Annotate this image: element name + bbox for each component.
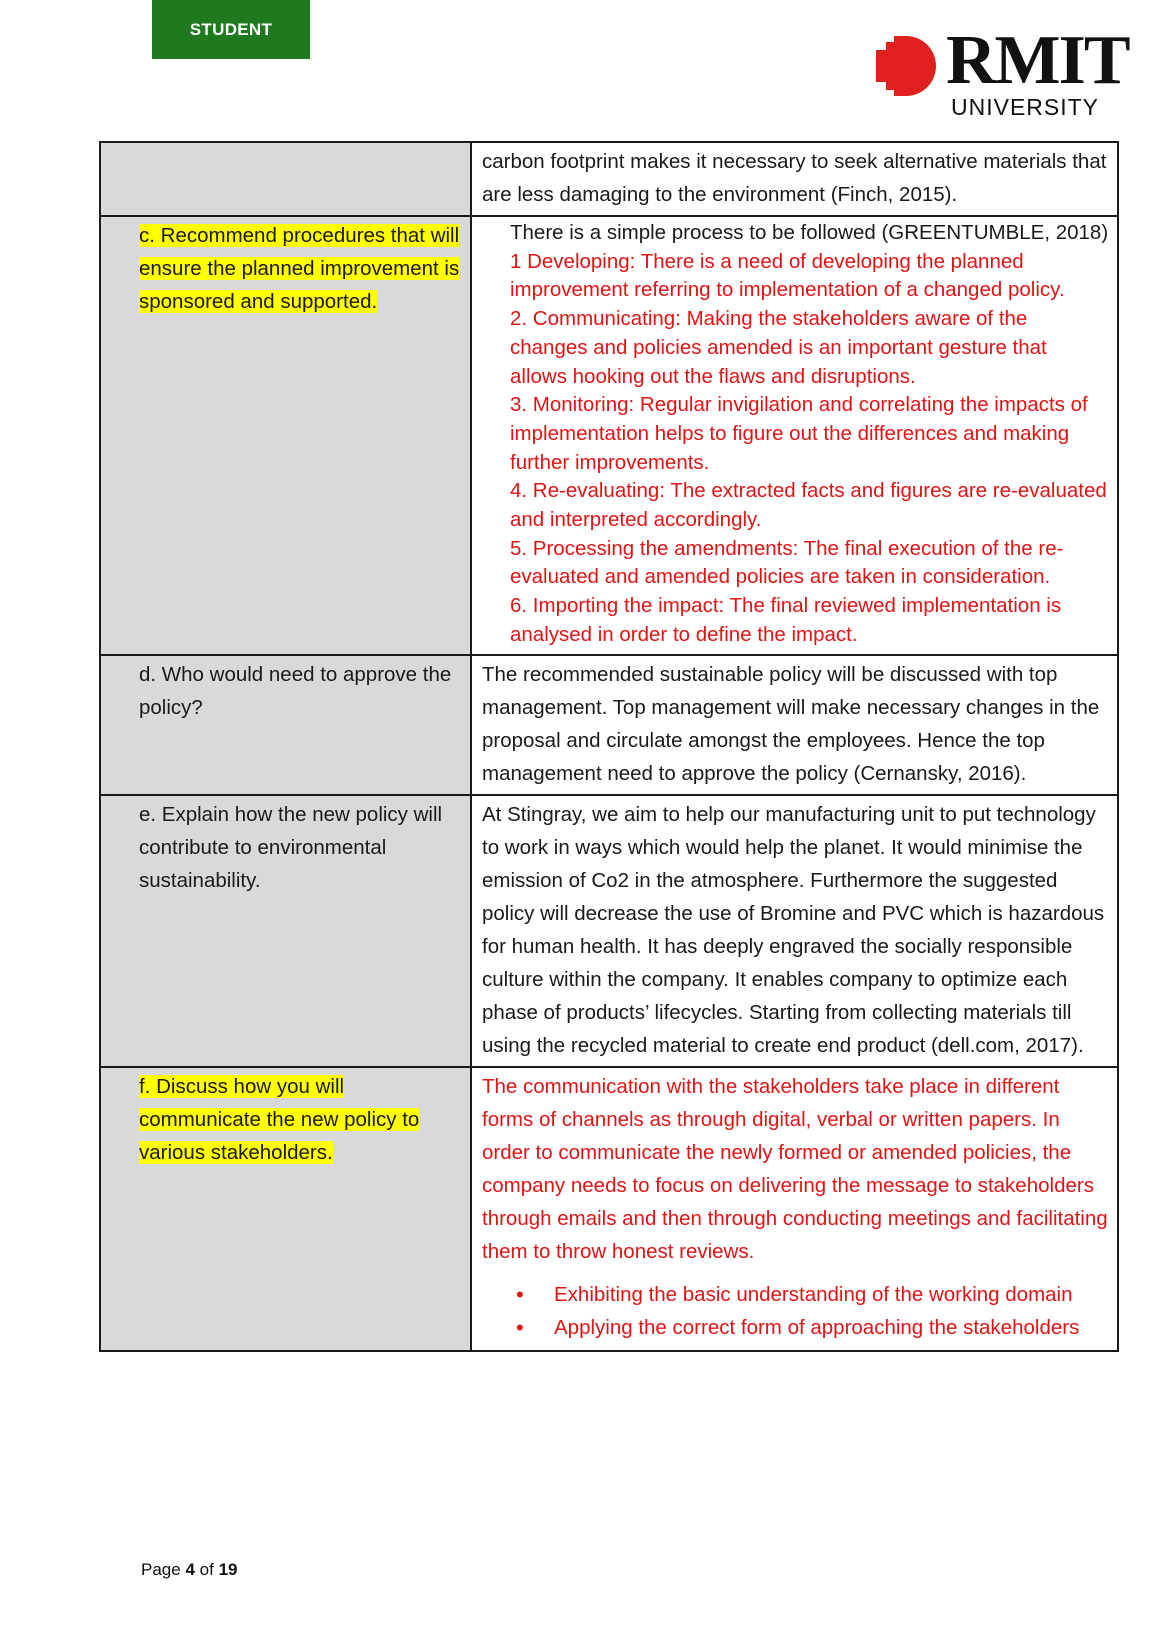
procedure-step: 1 Developing: There is a need of developing the planned improvement referring to implementation of a changed policy. <box>510 249 1065 302</box>
answer-cell <box>471 216 1118 655</box>
table-row <box>100 795 1118 1067</box>
page-footer <box>141 1560 237 1580</box>
question-f: f. Discuss how you will communicate the new policy to various stakeholders. <box>139 1074 420 1164</box>
page-label: Page <box>141 1560 181 1579</box>
list-item: • Applying the correct form of approaching the stakeholders <box>554 1311 1109 1344</box>
list-item: • Exhibiting the basic understanding of the working domain <box>554 1278 1109 1311</box>
communication-answer: The communication with the stakeholders take place in different forms of channels as through digital, verbal or written papers. In order to communicate the newly formed or amended policies, the company needs to focus on delivering the message to stakeholders through emails and then through conducting meetings and facilitating them to throw honest reviews. <box>482 1074 1108 1263</box>
rmit-logo <box>876 22 1129 124</box>
answer-cell: At Stingray, we aim to help our manufacturing unit to put technology to work in ways which would help the planet. It would minimise the emission of Co2 in the atmosphere. Furthermore the suggested policy will decrease the use of Bromine and PVC which is hazardous for human health. It has deeply engraved the socially responsible culture within the company. It enables company to optimize each phase of products’ lifecycles. Starting from collecting materials till using the recycled material to create end product (dell.com, 2017). <box>471 795 1118 1067</box>
procedure-step: 5. Processing the amendments: The final execution of the re-evaluated and amended policies are taken in consideration. <box>510 536 1064 589</box>
answer-cell <box>471 1067 1118 1351</box>
current-page: 4 <box>185 1560 195 1579</box>
logo-title: RMIT <box>946 22 1129 99</box>
answer-cell: The recommended sustainable policy will be discussed with top management. Top management will make necessary changes in the proposal and circulate amongst the employees. Hence the top management need to approve the policy (Cernansky, 2016). <box>471 655 1118 795</box>
question-cell <box>100 1067 471 1351</box>
procedure-step: 3. Monitoring: Regular invigilation and correlating the impacts of implementation helps to figure out the differences and making further improvements. <box>510 393 1088 474</box>
table-row <box>100 1067 1118 1351</box>
assessment-table <box>99 141 1119 1352</box>
procedure-step: 4. Re-evaluating: The extracted facts and figures are re-evaluated and interpreted accordingly. <box>510 479 1107 532</box>
procedure-step: 2. Communicating: Making the stakeholders aware of the changes and policies amended is an important gesture that allows hooking out the flaws and disruptions. <box>510 307 1047 388</box>
logo-subtitle: UNIVERSITY <box>951 94 1100 120</box>
question-e: e. Explain how the new policy will contribute to environmental sustainability. <box>139 802 443 892</box>
question-cell <box>100 655 471 795</box>
question-d: d. Who would need to approve the policy? <box>139 662 452 719</box>
question-cell <box>100 142 471 216</box>
answer-cell: carbon footprint makes it necessary to seek alternative materials that are less damaging to the environment (Finch, 2015). <box>471 142 1118 216</box>
table-row <box>100 655 1118 795</box>
question-cell <box>100 795 471 1067</box>
bullet-list <box>482 1278 1109 1344</box>
question-c: c. Recommend procedures that will ensure the planned improvement is sponsored and supported. <box>139 224 460 313</box>
student-badge: STUDENT <box>152 0 310 59</box>
table-row <box>100 216 1118 655</box>
rmit-pixel-logo-icon <box>876 36 936 96</box>
question-cell <box>100 216 471 655</box>
procedure-intro: There is a simple process to be followed (GREENTUMBLE, 2018) <box>510 221 1109 244</box>
of-label: of <box>199 1560 214 1579</box>
total-pages: 19 <box>218 1560 238 1579</box>
procedure-step: 6. Importing the impact: The final reviewed implementation is analysed in order to define the impact. <box>510 594 1062 646</box>
table-row <box>100 142 1118 216</box>
